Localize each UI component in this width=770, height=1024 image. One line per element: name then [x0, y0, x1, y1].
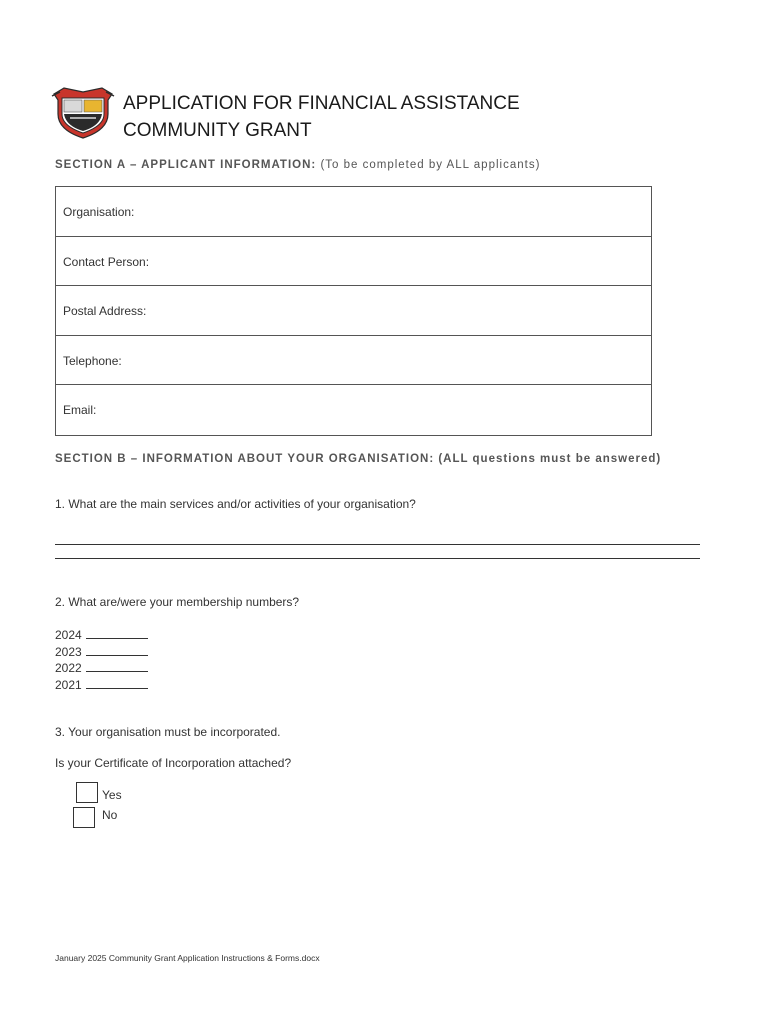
membership-list	[55, 627, 148, 693]
no-checkbox[interactable]	[73, 807, 95, 828]
title-line-1: APPLICATION FOR FINANCIAL ASSISTANCE	[123, 93, 520, 114]
applicant-info-table	[55, 186, 652, 436]
footer-filename: January 2025 Community Grant Application Instructions & Forms.docx	[55, 953, 320, 963]
section-b-heading	[55, 453, 661, 465]
section-a-title: SECTION A – APPLICANT INFORMATION:	[55, 159, 317, 171]
yes-checkbox[interactable]	[76, 782, 98, 803]
year-label: 2021	[55, 677, 82, 692]
contact-person-field[interactable]: Contact Person:	[56, 237, 651, 287]
year-label: 2023	[55, 644, 82, 659]
email-field[interactable]: Email:	[63, 403, 97, 417]
membership-blank[interactable]	[86, 678, 148, 689]
year-label: 2024	[55, 628, 82, 642]
membership-row-2022	[55, 660, 148, 677]
question-2: 2. What are/were your membership numbers?	[55, 595, 300, 609]
answer-line[interactable]	[55, 544, 700, 545]
answer-line[interactable]	[55, 558, 700, 559]
crest-icon	[50, 84, 116, 140]
organisation-field[interactable]: Organisation:	[56, 187, 651, 237]
year-label: 2022	[55, 661, 82, 675]
postal-address-field[interactable]: Postal Address:	[56, 286, 651, 336]
membership-blank[interactable]	[86, 645, 148, 656]
membership-row-2024	[55, 627, 148, 644]
question-1: 1. What are the main services and/or activities of your organisation?	[55, 497, 416, 511]
membership-blank[interactable]	[86, 661, 148, 672]
yes-label: Yes	[102, 788, 122, 802]
title-line-2: COMMUNITY GRANT	[123, 120, 312, 141]
question-3: 3. Your organisation must be incorporated.	[55, 725, 281, 739]
membership-blank[interactable]	[86, 628, 148, 639]
membership-row-2021	[55, 677, 148, 694]
section-a-note: (To be completed by ALL applicants)	[320, 159, 541, 171]
telephone-field[interactable]: Telephone:	[56, 336, 651, 386]
section-b-title: SECTION B – INFORMATION ABOUT YOUR ORGANISATION: (ALL questions must be answered)	[55, 453, 662, 465]
no-label: No	[102, 808, 118, 822]
membership-row-2023	[55, 644, 148, 661]
section-a-heading	[55, 159, 540, 171]
question-3-sub: Is your Certificate of Incorporation attached?	[55, 756, 292, 770]
page-title	[123, 90, 520, 144]
